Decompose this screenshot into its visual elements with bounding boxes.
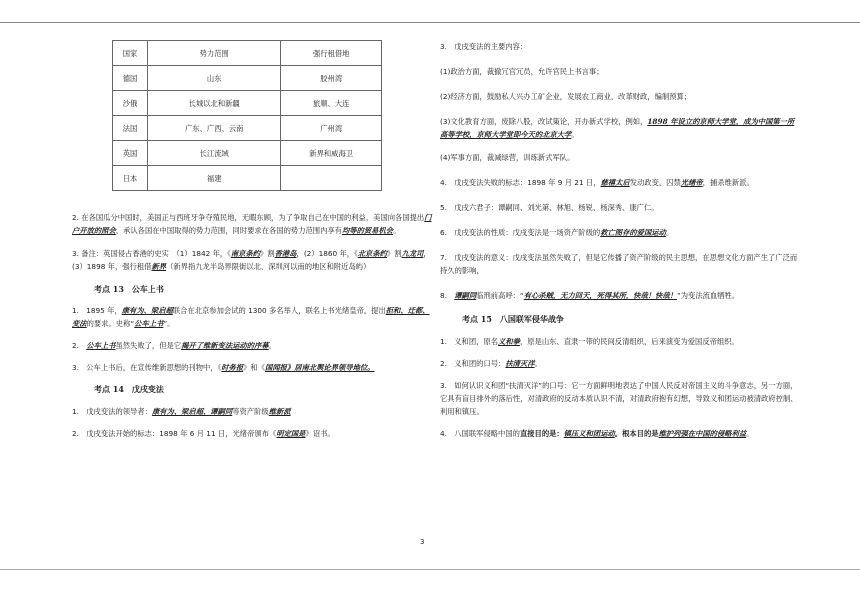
list-item: 1. 1895 年，康有为、梁启超联合在北京参加会试的 1300 多名举人，联名上书光绪皇帝，提出拒和、迁都、变法的要求。史称“公车上书”。 xyxy=(72,306,430,328)
list-item: (1)政治方面，裁撤冗官冗员，允许官民上书言事； xyxy=(440,67,604,76)
list-item: 1. 戊戌变法的领导者：康有为、梁启超、谭嗣同等资产阶级维新派 xyxy=(72,407,291,416)
table-row xyxy=(113,116,382,141)
table-cell: 广州湾 xyxy=(281,116,382,141)
table-header: 势力范围 xyxy=(148,41,281,66)
section-heading-13: 考点 13 公车上书 xyxy=(94,284,164,294)
top-rule xyxy=(0,22,860,23)
list-item: (4)军事方面，裁减绿营，训练新式军队。 xyxy=(440,153,575,162)
list-item: 5. 戊戌六君子：谭嗣同、刘光第、林旭、杨锐、杨深秀、康广仁。 xyxy=(440,203,659,212)
table-cell: 广东、广西、云南 xyxy=(148,116,281,141)
table-cell: 山东 xyxy=(148,66,281,91)
table-row xyxy=(113,91,382,116)
table-cell: 新界和威海卫 xyxy=(281,141,382,166)
section-heading-15: 考点 15 八国联军侵华战争 xyxy=(462,314,564,324)
bottom-rule xyxy=(0,569,860,570)
table-header: 国家 xyxy=(113,41,148,66)
table-cell: 旅顺、大连 xyxy=(281,91,382,116)
table-cell: 福建 xyxy=(148,166,281,191)
table-header: 强行租借地 xyxy=(281,41,382,66)
table-cell xyxy=(281,166,382,191)
table-cell: 沙俄 xyxy=(113,91,148,116)
list-item: 2. 公车上书虽然失败了，但是它揭开了维新变法运动的序幕。 xyxy=(72,341,276,350)
table-cell: 英国 xyxy=(113,141,148,166)
list-item: 3. 如何认识义和团“扶清灭洋”的口号：它一方面鲜明地表达了中国人民反对帝国主义的斗争意志，另一方面，它具有盲目排外的落后性，对清政府的反动本质认识不清，对清政府抱有幻想，导致义和团运动被清政府控制、利用和镇压。 xyxy=(440,381,798,416)
left-column xyxy=(72,40,432,440)
list-item: 6. 戊戌变法的性质：戊戌变法是一场资产阶级的救亡图存的爱国运动。 xyxy=(440,228,674,237)
table-cell: 长城以北和新疆 xyxy=(148,91,281,116)
list-item: 3. 公车上书后，在宣传维新思想的刊物中，《时务报》和《国闻报》居南北舆论界领导地位。 xyxy=(72,363,375,372)
us-open-door-paragraph: 2. 在各国瓜分中国时，美国正与西班牙争夺殖民地，无暇东顾，为了争取自己在中国的利益，美国向各国提出门户开放的照会，承认各国在中国取得的势力范围，同时要求在各国的势力范围内享有均等的贸易机会。 xyxy=(72,213,432,235)
section-heading-14: 考点 14 戊戌变法 xyxy=(94,384,164,394)
table-cell: 长江流域 xyxy=(148,141,281,166)
spheres-table xyxy=(112,40,382,191)
hongkong-note-paragraph: 3. 备注：英国侵占香港的史实 （1）1842 年，《南京条约》割香港岛，(2）1860 年，《北京条约》割九龙司，(3）1898 年，强行租借新界（新界指九龙半岛界限街以北、深圳河以南的地区和附近岛屿） xyxy=(72,249,431,271)
table-cell: 胶州湾 xyxy=(281,66,382,91)
list-item: 3. 戊戌变法的主要内容： xyxy=(440,42,528,51)
table-cell: 德国 xyxy=(113,66,148,91)
list-item: (2)经济方面，鼓励私人兴办工矿企业，发展农工商业，改革财政，编制预算； xyxy=(440,92,692,101)
list-item: 4. 八国联军侵略中国的直接目的是：镇压义和团运动。根本目的是维护列强在中国的侵略利益。 xyxy=(440,429,754,438)
right-column xyxy=(440,40,800,440)
list-item: 7. 戊戌变法的意义：戊戌变法虽然失败了，但是它传播了资产阶级的民主思想，在思想文化方面产生了广泛而持久的影响， xyxy=(440,253,798,275)
table-row xyxy=(113,66,382,91)
table-row xyxy=(113,141,382,166)
list-item: 2. 戊戌变法开始的标志：1898 年 6 月 11 日，光绪帝颁布《明定国是》诏书。 xyxy=(72,429,335,438)
list-item: 1. 义和团，原名义和拳，原是山东、直隶一带的民间反清组织，后来演变为爱国反帝组织。 xyxy=(440,337,739,346)
page-number: 3 xyxy=(420,538,425,546)
list-item: (3)文化教育方面，废除八股，改试策论，开办新式学校，例如，1898 年设立的京师大学堂，成为中国第一所高等学校，京师大学堂即今天的北京大学。 xyxy=(440,117,795,139)
list-item: 4. 戊戌变法失败的标志：1898 年 9 月 21 日，慈禧太后发动政变，囚禁光绪帝，捕杀维新派。 xyxy=(440,178,754,187)
list-item: 8. 谭嗣同临刑前高呼：“有心杀贼，无力回天，死得其所，快哉！快哉！”为变法流血牺牲。 xyxy=(440,291,740,300)
table-row xyxy=(113,166,382,191)
list-item: 2. 义和团的口号：扶清灭洋。 xyxy=(440,359,542,368)
table-header-row xyxy=(113,41,382,66)
table-cell: 法国 xyxy=(113,116,148,141)
table-cell: 日本 xyxy=(113,166,148,191)
